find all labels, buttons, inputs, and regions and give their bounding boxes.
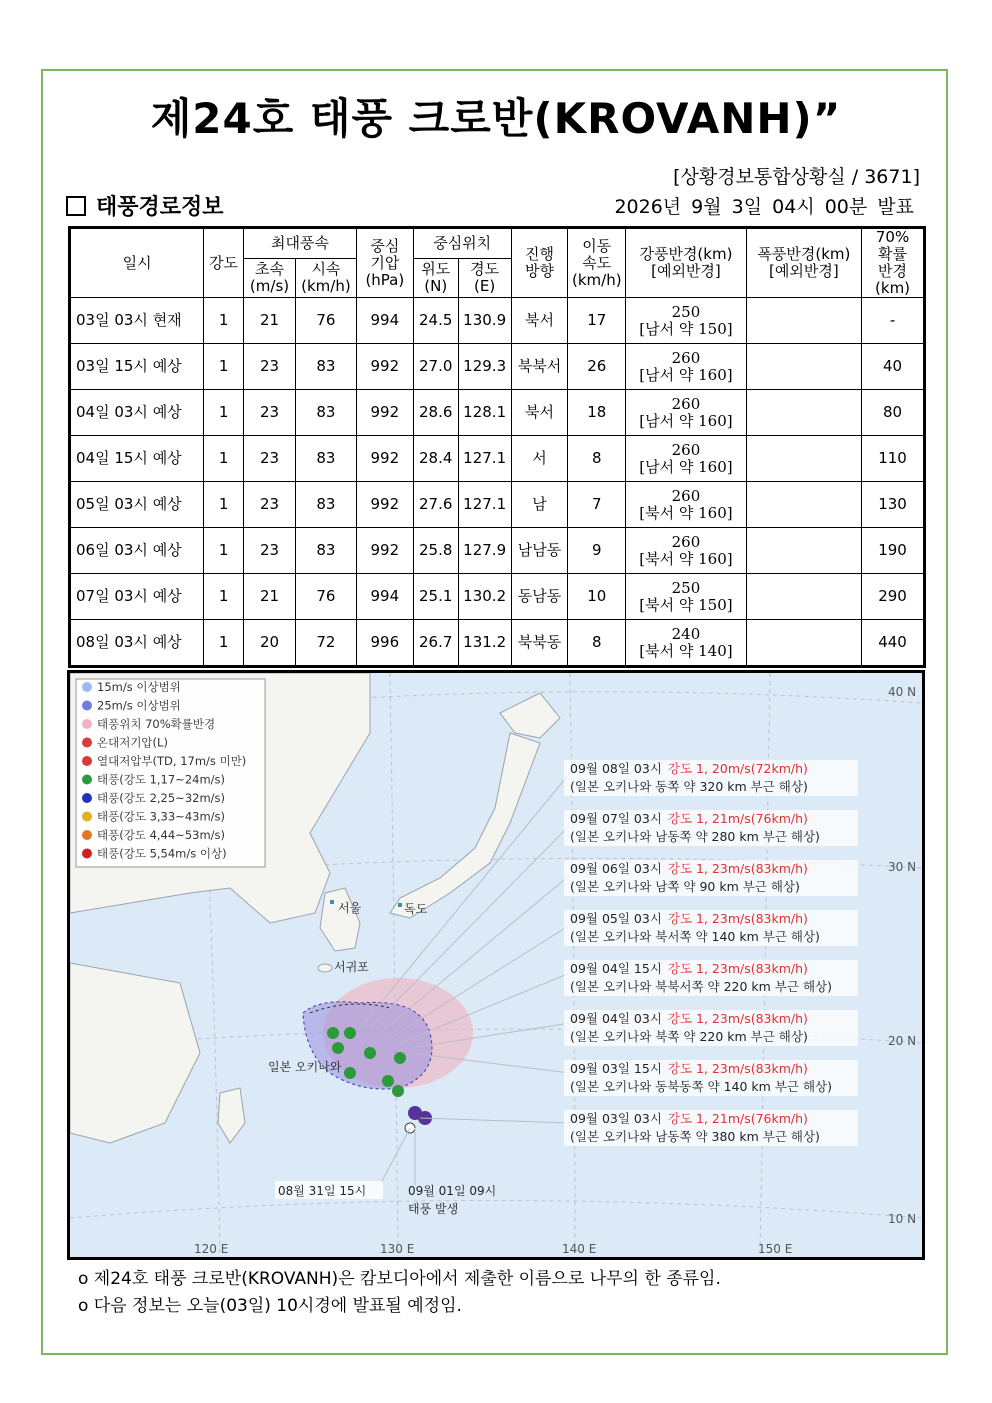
cell-storm-radius bbox=[746, 298, 861, 344]
cell-speed: 10 bbox=[568, 574, 626, 620]
typhoon-marker-icon bbox=[364, 1047, 376, 1059]
cell-direction: 북북서 bbox=[511, 344, 568, 390]
lat-label-30: 30 N bbox=[888, 860, 917, 874]
cell-wind-ms: 20 bbox=[244, 620, 296, 667]
legend-label: 온대저기압(L) bbox=[97, 735, 168, 750]
annotation-intensity: 강도 1, 23m/s(83km/h) bbox=[667, 911, 808, 926]
exception-radius-value: [북서 약 150] bbox=[639, 595, 733, 614]
typhoon-marker-icon bbox=[392, 1085, 404, 1097]
section-title: 태풍경로정보 bbox=[96, 195, 224, 220]
cell-lat: 26.7 bbox=[413, 620, 458, 667]
place-okinawa: 일본 오키나와 bbox=[268, 1060, 342, 1074]
table-row bbox=[70, 390, 925, 436]
cell-prob-radius: 130 bbox=[862, 482, 925, 528]
cell-prob-radius: 80 bbox=[862, 390, 925, 436]
cell-wind-ms: 23 bbox=[244, 390, 296, 436]
th-time: 일시 bbox=[70, 228, 204, 298]
cell-speed: 8 bbox=[568, 436, 626, 482]
strong-radius-value: 260 bbox=[671, 394, 701, 413]
legend-label: 15m/s 이상범위 bbox=[97, 680, 181, 694]
office-label: [상황경보통합상황실 / 3671] bbox=[673, 166, 920, 188]
cell-pressure: 992 bbox=[356, 482, 413, 528]
legend-swatch-icon bbox=[82, 756, 92, 766]
cell-wind-ms: 23 bbox=[244, 482, 296, 528]
cell-wind-kmh: 72 bbox=[295, 620, 356, 667]
annotation-intensity: 강도 1, 23m/s(83km/h) bbox=[667, 1061, 808, 1076]
cell-prob-radius: - bbox=[862, 298, 925, 344]
track-table bbox=[68, 226, 926, 668]
cell-pressure: 992 bbox=[356, 344, 413, 390]
cell-strong-radius bbox=[626, 528, 746, 574]
typhoon-marker-icon bbox=[327, 1027, 339, 1039]
table-row bbox=[70, 620, 925, 667]
cell-prob-radius: 290 bbox=[862, 574, 925, 620]
legend-swatch-icon bbox=[82, 738, 92, 748]
typhoon-track-map bbox=[67, 670, 925, 1260]
lon-label-140: 140 E bbox=[562, 1242, 597, 1256]
th-wind-kmh: 시속 (km/h) bbox=[295, 258, 356, 297]
cell-lat: 27.0 bbox=[413, 344, 458, 390]
annotation-date: 09월 06일 03시 bbox=[570, 861, 662, 876]
cell-intensity: 1 bbox=[204, 298, 244, 344]
cell-lat: 25.8 bbox=[413, 528, 458, 574]
cell-lon: 131.2 bbox=[458, 620, 511, 667]
cell-direction: 남남동 bbox=[511, 528, 568, 574]
notes bbox=[78, 1266, 721, 1320]
cell-lon: 128.1 bbox=[458, 390, 511, 436]
cell-lat: 28.4 bbox=[413, 436, 458, 482]
strong-radius-value: 260 bbox=[671, 486, 701, 505]
cell-time: 03일 03시 현재 bbox=[70, 298, 204, 344]
th-wind-ms: 초속 (m/s) bbox=[244, 258, 296, 297]
genesis-label: 태풍 발생 bbox=[408, 1202, 459, 1216]
cell-storm-radius bbox=[746, 620, 861, 667]
th-direction: 진행 방향 bbox=[511, 228, 568, 298]
th-lat: 위도 (N) bbox=[413, 258, 458, 297]
annotation-location: (일본 오키나와 남쪽 약 90 km 부근 해상) bbox=[570, 879, 800, 894]
annotation-date: 09월 07일 03시 bbox=[570, 811, 662, 826]
cell-lat: 28.6 bbox=[413, 390, 458, 436]
cell-wind-ms: 21 bbox=[244, 574, 296, 620]
annotation-intensity: 강도 1, 20m/s(72km/h) bbox=[667, 761, 808, 776]
cell-lon: 129.3 bbox=[458, 344, 511, 390]
cell-direction: 북북동 bbox=[511, 620, 568, 667]
annotation-title bbox=[570, 1061, 808, 1076]
exception-radius-value: [남서 약 160] bbox=[639, 411, 733, 430]
place-seoul: 서울 bbox=[338, 901, 362, 915]
lat-label-40: 40 N bbox=[888, 685, 917, 699]
annotation-title bbox=[570, 861, 808, 876]
annotation-title bbox=[570, 961, 808, 976]
exception-radius-value: [북서 약 160] bbox=[639, 549, 733, 568]
cell-wind-ms: 23 bbox=[244, 528, 296, 574]
cell-wind-ms: 21 bbox=[244, 298, 296, 344]
strong-radius-value: 250 bbox=[671, 302, 701, 321]
annotation-location: (일본 오키나와 동쪽 약 320 km 부근 해상) bbox=[570, 779, 808, 794]
cell-pressure: 994 bbox=[356, 298, 413, 344]
cell-intensity: 1 bbox=[204, 344, 244, 390]
cell-strong-radius bbox=[626, 482, 746, 528]
cell-lon: 130.9 bbox=[458, 298, 511, 344]
annotation-date: 09월 08일 03시 bbox=[570, 761, 662, 776]
cell-speed: 17 bbox=[568, 298, 626, 344]
cell-direction: 남 bbox=[511, 482, 568, 528]
annotation-date: 09월 05일 03시 bbox=[570, 911, 662, 926]
issued-time: 2026년 9월 3일 04시 00분 발표 bbox=[614, 196, 914, 218]
strong-radius-value: 260 bbox=[671, 348, 701, 367]
cell-wind-kmh: 83 bbox=[295, 390, 356, 436]
th-max-wind: 최대풍속 bbox=[244, 228, 357, 259]
table-row bbox=[70, 482, 925, 528]
annotation-title bbox=[570, 1011, 808, 1026]
cell-time: 07일 03시 예상 bbox=[70, 574, 204, 620]
annotation-location: (일본 오키나와 북쪽 약 220 km 부근 해상) bbox=[570, 1029, 808, 1044]
lon-label-150: 150 E bbox=[758, 1242, 793, 1256]
cell-strong-radius bbox=[626, 436, 746, 482]
cell-pressure: 992 bbox=[356, 436, 413, 482]
legend-swatch-icon bbox=[82, 682, 92, 692]
cell-speed: 18 bbox=[568, 390, 626, 436]
annotation-location: (일본 오키나와 북북서쪽 약 220 km 부근 해상) bbox=[570, 979, 832, 994]
th-pressure: 중심 기압 (hPa) bbox=[356, 228, 413, 298]
cell-wind-kmh: 83 bbox=[295, 344, 356, 390]
legend-label: 태풍(강도 1,17~24m/s) bbox=[97, 772, 226, 787]
cell-direction: 북서 bbox=[511, 298, 568, 344]
cell-lon: 127.1 bbox=[458, 436, 511, 482]
annotation-title bbox=[570, 761, 808, 776]
exception-radius-value: [남서 약 150] bbox=[639, 319, 733, 338]
legend-label: 태풍위치 70%확률반경 bbox=[97, 717, 216, 731]
cell-pressure: 996 bbox=[356, 620, 413, 667]
map-svg bbox=[70, 673, 922, 1257]
cell-speed: 9 bbox=[568, 528, 626, 574]
cell-lat: 24.5 bbox=[413, 298, 458, 344]
cell-intensity: 1 bbox=[204, 436, 244, 482]
annotation-title bbox=[570, 911, 808, 926]
table-row bbox=[70, 528, 925, 574]
th-center: 중심위치 bbox=[413, 228, 511, 259]
cell-time: 06일 03시 예상 bbox=[70, 528, 204, 574]
cell-storm-radius bbox=[746, 344, 861, 390]
legend-swatch-icon bbox=[82, 719, 92, 729]
cell-storm-radius bbox=[746, 482, 861, 528]
legend-label: 태풍(강도 3,33~43m/s) bbox=[97, 809, 226, 824]
legend-swatch-icon bbox=[82, 793, 92, 803]
strong-radius-value: 240 bbox=[671, 624, 701, 643]
exception-radius-value: [북서 약 140] bbox=[639, 641, 733, 660]
cell-time: 04일 03시 예상 bbox=[70, 390, 204, 436]
annotation-intensity: 강도 1, 21m/s(76km/h) bbox=[667, 811, 808, 826]
strong-radius-value: 260 bbox=[671, 532, 701, 551]
annotation-title bbox=[570, 1111, 808, 1126]
legend-label: 태풍(강도 5,54m/s 이상) bbox=[97, 846, 227, 861]
annotation-date: 09월 04일 15시 bbox=[570, 961, 662, 976]
cell-storm-radius bbox=[746, 436, 861, 482]
strong-radius-value: 260 bbox=[671, 440, 701, 459]
place-dokdo: 독도 bbox=[404, 902, 428, 916]
past-label-0901: 09월 01일 09시 bbox=[408, 1184, 497, 1198]
lat-label-10: 10 N bbox=[888, 1212, 917, 1226]
annotation-intensity: 강도 1, 23m/s(83km/h) bbox=[667, 961, 808, 976]
table-row bbox=[70, 298, 925, 344]
annotation-date: 09월 04일 03시 bbox=[570, 1011, 662, 1026]
cell-strong-radius bbox=[626, 344, 746, 390]
lon-label-130: 130 E bbox=[380, 1242, 415, 1256]
cell-direction: 동남동 bbox=[511, 574, 568, 620]
page-title: 제24호 태풍 크로반(KROVANH)” bbox=[150, 94, 842, 143]
legend-swatch-icon bbox=[82, 812, 92, 822]
cell-direction: 서 bbox=[511, 436, 568, 482]
cell-speed: 26 bbox=[568, 344, 626, 390]
cell-direction: 북서 bbox=[511, 390, 568, 436]
checkbox-icon bbox=[66, 196, 86, 216]
cell-strong-radius bbox=[626, 574, 746, 620]
cell-wind-kmh: 76 bbox=[295, 298, 356, 344]
cell-intensity: 1 bbox=[204, 482, 244, 528]
th-prob-radius: 70% 확률 반경 (km) bbox=[862, 228, 925, 298]
table-header-row bbox=[70, 228, 925, 259]
table-row bbox=[70, 344, 925, 390]
cell-wind-ms: 23 bbox=[244, 436, 296, 482]
lon-label-120: 120 E bbox=[194, 1242, 229, 1256]
typhoon-marker-icon bbox=[344, 1067, 356, 1079]
cell-strong-radius bbox=[626, 298, 746, 344]
cell-wind-ms: 23 bbox=[244, 344, 296, 390]
cell-strong-radius bbox=[626, 620, 746, 667]
cell-speed: 8 bbox=[568, 620, 626, 667]
cell-lon: 127.9 bbox=[458, 528, 511, 574]
legend-swatch-icon bbox=[82, 849, 92, 859]
lat-label-20: 20 N bbox=[888, 1034, 917, 1048]
cell-storm-radius bbox=[746, 574, 861, 620]
cell-wind-kmh: 83 bbox=[295, 436, 356, 482]
annotation-date: 09월 03일 03시 bbox=[570, 1111, 662, 1126]
legend-swatch-icon bbox=[82, 775, 92, 785]
strong-radius-value: 250 bbox=[671, 578, 701, 597]
cell-storm-radius bbox=[746, 390, 861, 436]
legend-swatch-icon bbox=[82, 830, 92, 840]
annotation-location: (일본 오키나와 남동쪽 약 380 km 부근 해상) bbox=[570, 1129, 820, 1144]
th-lon: 경도 (E) bbox=[458, 258, 511, 297]
section-heading bbox=[66, 190, 224, 221]
annotation-location: (일본 오키나와 남동쪽 약 280 km 부근 해상) bbox=[570, 829, 820, 844]
cell-prob-radius: 40 bbox=[862, 344, 925, 390]
cell-prob-radius: 110 bbox=[862, 436, 925, 482]
cell-intensity: 1 bbox=[204, 528, 244, 574]
exception-radius-value: [북서 약 160] bbox=[639, 503, 733, 522]
cell-intensity: 1 bbox=[204, 390, 244, 436]
annotation-intensity: 강도 1, 21m/s(76km/h) bbox=[667, 1111, 808, 1126]
place-seogwipo: 서귀포 bbox=[334, 960, 369, 974]
exception-radius-value: [남서 약 160] bbox=[639, 365, 733, 384]
past-label-0831: 08월 31일 15시 bbox=[278, 1184, 367, 1198]
cell-time: 05일 03시 예상 bbox=[70, 482, 204, 528]
cell-intensity: 1 bbox=[204, 620, 244, 667]
table-row bbox=[70, 574, 925, 620]
note-2: o 다음 정보는 오늘(03일) 10시경에 발표될 예정임. bbox=[78, 1296, 462, 1316]
th-storm-radius: 폭풍반경(km) [예외반경] bbox=[746, 228, 861, 298]
cell-storm-radius bbox=[746, 528, 861, 574]
cell-wind-kmh: 83 bbox=[295, 482, 356, 528]
annotation-date: 09월 03일 15시 bbox=[570, 1061, 662, 1076]
legend-label: 태풍(강도 4,44~53m/s) bbox=[97, 828, 226, 842]
cell-strong-radius bbox=[626, 390, 746, 436]
annotation-intensity: 강도 1, 23m/s(83km/h) bbox=[667, 861, 808, 876]
cell-pressure: 992 bbox=[356, 390, 413, 436]
cell-pressure: 994 bbox=[356, 574, 413, 620]
cell-speed: 7 bbox=[568, 482, 626, 528]
annotation-location: (일본 오키나와 북서쪽 약 140 km 부근 해상) bbox=[570, 929, 820, 944]
cell-intensity: 1 bbox=[204, 574, 244, 620]
th-speed: 이동 속도 (km/h) bbox=[568, 228, 626, 298]
typhoon-marker-icon bbox=[332, 1042, 344, 1054]
cell-time: 08일 03시 예상 bbox=[70, 620, 204, 667]
cell-pressure: 992 bbox=[356, 528, 413, 574]
annotation-location: (일본 오키나와 동북동쪽 약 140 km 부근 해상) bbox=[570, 1079, 832, 1094]
cell-time: 04일 15시 예상 bbox=[70, 436, 204, 482]
legend-swatch-icon bbox=[82, 701, 92, 711]
legend-label: 태풍(강도 2,25~32m/s) bbox=[97, 791, 226, 805]
annotation-intensity: 강도 1, 23m/s(83km/h) bbox=[667, 1011, 808, 1026]
cell-prob-radius: 440 bbox=[862, 620, 925, 667]
typhoon-marker-icon bbox=[382, 1075, 394, 1087]
typhoon-marker-icon bbox=[344, 1027, 356, 1039]
typhoon-marker-icon bbox=[394, 1052, 406, 1064]
annotation-title bbox=[570, 811, 808, 826]
cell-wind-kmh: 76 bbox=[295, 574, 356, 620]
cell-time: 03일 15시 예상 bbox=[70, 344, 204, 390]
th-intensity: 강도 bbox=[204, 228, 244, 298]
legend-label: 열대저압부(TD, 17m/s 미만) bbox=[97, 754, 247, 768]
note-1: o 제24호 태풍 크로반(KROVANH)은 캄보디아에서 제출한 이름으로 나무의 한 종류임. bbox=[78, 1269, 721, 1289]
cell-lat: 25.1 bbox=[413, 574, 458, 620]
table-row bbox=[70, 436, 925, 482]
th-strong-radius: 강풍반경(km) [예외반경] bbox=[626, 228, 746, 298]
cell-prob-radius: 190 bbox=[862, 528, 925, 574]
exception-radius-value: [남서 약 160] bbox=[639, 457, 733, 476]
cell-lat: 27.6 bbox=[413, 482, 458, 528]
cell-wind-kmh: 83 bbox=[295, 528, 356, 574]
cell-lon: 130.2 bbox=[458, 574, 511, 620]
legend-label: 25m/s 이상범위 bbox=[97, 698, 181, 713]
cell-lon: 127.1 bbox=[458, 482, 511, 528]
